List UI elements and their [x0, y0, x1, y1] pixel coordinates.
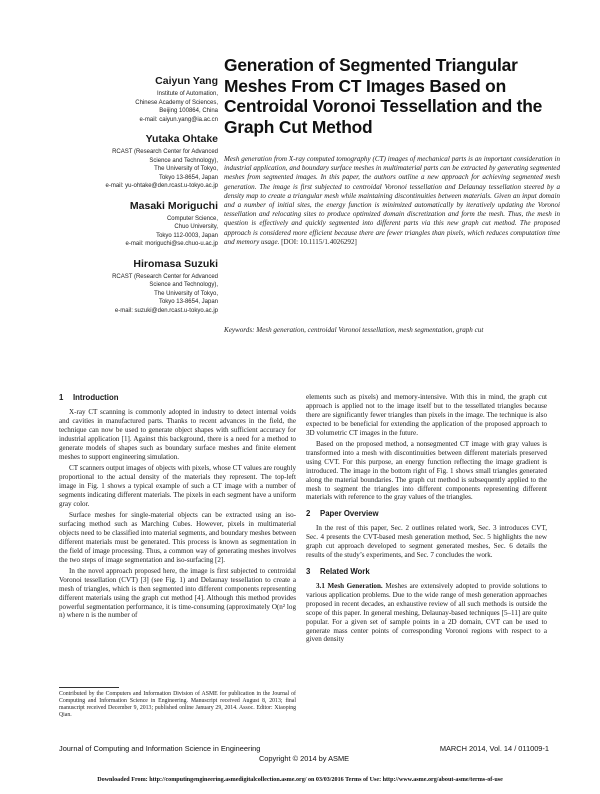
footnote-rule — [59, 687, 119, 688]
author — [40, 133, 218, 191]
author-name: Hiromasa Suzuki — [133, 257, 218, 270]
author-email: e-mail: moriguchi@se.chuo-u.ac.jp — [125, 241, 218, 247]
author-affiliation-line: Chuo University, — [174, 224, 218, 230]
author-email: e-mail: caiyun.yang@ia.ac.cn — [139, 116, 218, 123]
keywords: Keywords: Mesh generation, centroidal Voronoi tessellation, mesh segmentation, graph cut — [224, 326, 484, 334]
author-affiliation-line: Institute of Automation, — [156, 91, 218, 97]
author-affiliation-line: Tokyo 13-8654, Japan — [158, 299, 218, 305]
subsection-number: 3.1 — [316, 582, 325, 590]
author-affiliation-line: The University of Tokyo, — [154, 290, 218, 297]
section-number: 3 — [306, 567, 311, 576]
author-affiliation-line: Tokyo 13-8654, Japan — [158, 174, 218, 181]
section-heading — [59, 393, 296, 403]
author-email: e-mail: yu-ohtake@den.rcast.u-tokyo.ac.jp — [105, 183, 218, 189]
footer-copyright: Copyright © 2014 by ASME — [258, 754, 350, 763]
author-affiliation-line: Chinese Academy of Sciences, — [135, 99, 218, 106]
paper-title: Generation of Segmented Triangular Meshes From CT Images Based on Centroidal Voronoi Tessellation and the Graph Cut Method — [224, 55, 543, 137]
body-column-right — [306, 393, 547, 647]
paragraph: In the novel approach proposed here, the image is first subjected to centroidal Voronoi tessellation (CVT) [3] (see Fig. 1) and Delaunay tessellation to create a mesh of triangles, which is then segmented into different components representing different materials using the graph cut method [4]. Although this method provides powerful segmentation performance, it is time-consuming (approximately O(n² log n) where n is the number of — [59, 566, 296, 620]
subsection-text: Meshes are extensively adopted to provide solutions to various application problems. Due to the wide range of mesh generation approaches proposed in recent decades, an exhaustive review of all such methods is outside the scope of this paper. In general meshing, Delaunay-based techniques [5–11] are quite popular. For a given set of sample points in a 2D domain, CVT can be used to generate mass center points of corresponding Voronoi regions with respect to a given density — [306, 582, 547, 644]
author-email: e-mail: suzuki@den.rcast.u-tokyo.ac.jp — [114, 307, 218, 314]
author-affiliation-line: RCAST (Research Center for Advanced — [112, 273, 218, 280]
paragraph: X-ray CT scanning is commonly adopted in industry to detect internal voids and cavities in manufactured parts. Thanks to recent advances in the field, the technique can now be used to generate object shapes with sufficient accuracy for industrial application [1]. Against this background, there is a need for a method to generate models of shapes such as boundary surface meshes and finite element meshes to support engineering simulation. — [59, 408, 296, 461]
download-notice: Downloaded From: http://computingengineering.asmedigitalcollection.asme.org/ on 03/03/2016 Terms of Use: http://www.asme.org/about-asme/terms-of-use — [97, 777, 503, 783]
doi: [DOI: 10.1115/1.4026292] — [281, 237, 357, 246]
author-name: Yutaka Ohtake — [145, 133, 218, 145]
footer-issue: MARCH 2014, Vol. 14 / 011009-1 — [439, 744, 549, 753]
author — [40, 200, 218, 249]
section-heading — [306, 567, 547, 577]
abstract-text: Mesh generation from X-ray computed tomography (CT) images of mechanical parts is an important consideration in industrial application, and boundary surface meshes in multimaterial parts can be extracted by generating segmented meshes from segmented images. In this paper, the authors outline a new approach for achieving segmented mesh generation. The image is first subjected to centroidal Voronoi tessellation and Delaunay tessellation steered by a density map to create a triangular mesh while maintaining discontinuities between materials. Given an input domain and a number of initial sites, the energy function is minimized automatically by iteratively updating the Voronoi tessellation and relocating sites to produce optimized domain discretization and form the mesh. Thus, the mesh in question is effectively and quickly segmented into different parts via this new graph cut method. The proposed approach is considered more efficient because there are fewer triangles than pixels, which reduces computation time and memory usage. — [224, 155, 560, 246]
author-affiliation-line: Science and Technology), — [149, 157, 218, 164]
page-footer — [59, 744, 549, 764]
author-affiliation-line: Tokyo 112-0003, Japan — [156, 232, 218, 239]
author-name: Caiyun Yang — [155, 75, 218, 87]
section-number: 1 — [59, 393, 64, 402]
section-title: Related Work — [320, 567, 370, 576]
author-affiliation-line: The University of Tokyo, — [154, 166, 218, 172]
body-column-left — [59, 393, 296, 623]
paragraph — [306, 582, 547, 644]
paragraph: In the rest of this paper, Sec. 2 outlines related work, Sec. 3 introduces CVT, Sec. 4 presents the CVT-based mesh generation method, Sec. 5 highlights the new graph cut approach developed to segment generated meshes, Sec. 6 details the results of the study’s experiments, and Sec. 7 concludes the work. — [306, 524, 547, 560]
paragraph: elements such as pixels) and memory-intensive. With this in mind, the graph cut approach is applied not to the image itself but to the tessellated triangles because there are significantly fewer triangles than pixels in the image. The technique is also expected to be beneficial for extending the application of the proposed approach to 3D volumetric CT images in the future. — [306, 393, 547, 437]
author-affiliation-line: RCAST (Research Center for Advanced — [112, 149, 218, 155]
paragraph: CT scanners output images of objects with pixels, whose CT values are roughly proportional to the actual density of the materials they represent. The top-left image in Fig. 1 shows a typical example of such a CT image with a number of segments indicating different materials. The pixels in each segment have a uniform gray color. — [59, 463, 296, 508]
author-affiliation-line: Science and Technology), — [149, 282, 218, 288]
subsection-title: Mesh Generation. — [327, 582, 383, 590]
section-number: 2 — [306, 509, 311, 519]
author-name: Masaki Moriguchi — [129, 199, 218, 212]
section-title: Introduction — [73, 393, 119, 402]
footer-journal: Journal of Computing and Information Science in Engineering — [59, 744, 261, 753]
abstract — [224, 155, 560, 247]
section-heading — [306, 509, 547, 519]
author — [40, 75, 218, 124]
paragraph: Surface meshes for single-material objects can be extracted using an iso-surfacing method such as Marching Cubes. However, pixels in multimaterial objects need to be classified into material segments, and boundary meshes between different materials must be generated. This process is known as segmentation in the field of image processing. Thus, a common way of generating meshes involves the two steps of image segmentation and iso-surfacing [2]. — [59, 510, 296, 564]
paragraph: Based on the proposed method, a nonsegmented CT image with gray values is transformed into a mesh with discontinuities between different materials preserved using CVT. For this purpose, an energy function reflecting the image gradient is introduced. The image in the bottom right of Fig. 1 shows small triangles generated along the material boundaries. The graph cut method is subsequently applied to the mesh to segment the triangles into different components representing different materials with reference to the gray values of the triangles. — [306, 440, 547, 502]
section-title: Paper Overview — [320, 509, 379, 519]
author-affiliation-line: Beijing 100864, China — [159, 108, 218, 114]
author-affiliation-line: Computer Science, — [166, 215, 218, 222]
footnote: Contributed by the Computers and Information Division of ASME for publication in the Journal of Computing and Information Science in Engineering. Manuscript received August 8, 2013; final manuscript received December 9, 2013; published online January 29, 2014. Assoc. Editor: Xiaoping Qian. — [59, 691, 296, 719]
author — [40, 258, 218, 316]
author-block — [40, 75, 218, 324]
